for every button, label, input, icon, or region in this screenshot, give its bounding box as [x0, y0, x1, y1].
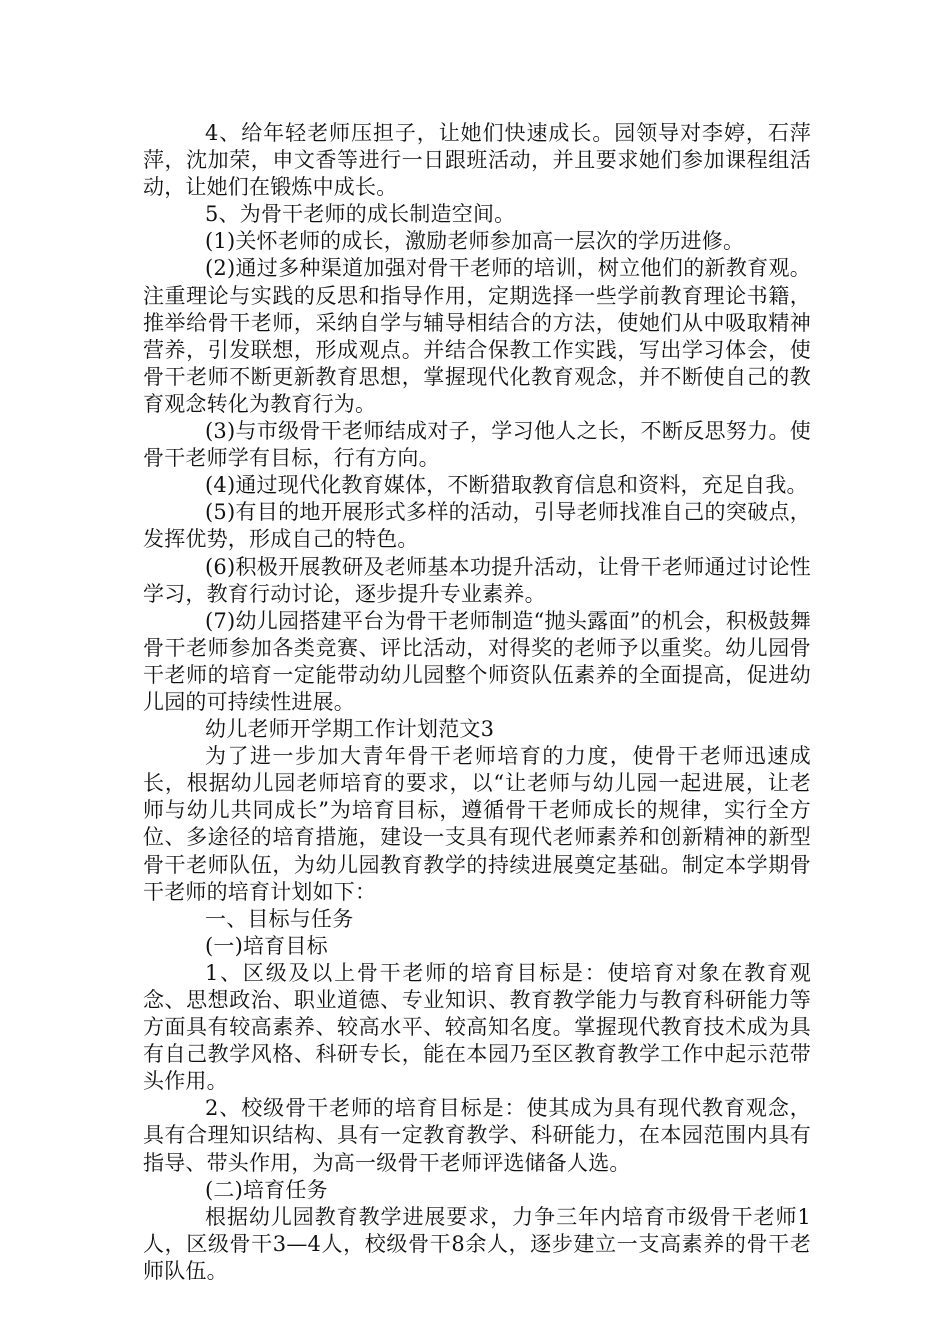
- paragraph: (1)关怀老师的成长，激励老师参加高一层次的学历进修。: [205, 229, 745, 254]
- paragraph: (6)积极开展教研及老师基本功提升活动，让骨干老师通过讨论性学习，教育行动讨论，逐步提升专业素养。: [143, 554, 811, 606]
- paragraph: 5、为骨干老师的成长制造空间。: [205, 202, 516, 227]
- section-heading: (一)培育目标: [205, 933, 328, 958]
- paragraph: 为了进一步加大青年骨干老师培育的力度，使骨干老师迅速成长，根据幼儿园老师培育的要求，以“让老师与幼儿园一起进展，让老师与幼儿共同成长”为培育目标，遵循骨干老师成长的规律，实行全方位、多途径的培育措施，建设一支具有现代老师素养和创新精神的新型骨干老师队伍，为幼儿园教育教学的持续进展奠定基础。制定本学期骨干老师的培育计划如下：: [143, 744, 811, 904]
- paragraph: 2、校级骨干老师的培育目标是：使其成为具有现代教育观念，具有合理知识结构、具有一定教育教学、科研能力，在本园范围内具有指导、带头作用，为高一级骨干老师评选储备人选。: [143, 1096, 811, 1175]
- paragraph: (2)通过多种渠道加强对骨干老师的培训，树立他们的新教育观。注重理论与实践的反思和指导作用，定期选择一些学前教育理论书籍，推举给骨干老师，采纳自学与辅导相结合的方法，使她们从中吸取精神营养，引发联想，形成观点。并结合保教工作实践，写出学习体会，使骨干老师不断更新教育思想，掌握现代化教育观念，并不断使自己的教育观念转化为教育行为。: [143, 256, 811, 416]
- paragraph: 1、区级及以上骨干老师的培育目标是：使培育对象在教育观念、思想政治、职业道德、专业知识、教育教学能力与教育科研能力等方面具有较高素养、较高水平、较高知名度。掌握现代教育技术成为具有自己教学风格、科研专长，能在本园乃至区教育教学工作中起示范带头作用。: [143, 960, 811, 1094]
- paragraph: (3)与市级骨干老师结成对子，学习他人之长，不断反思努力。使骨干老师学有目标，行有方向。: [143, 419, 811, 471]
- section-heading: (二)培育任务: [205, 1177, 328, 1202]
- document-body: [143, 120, 811, 1285]
- paragraph: 4、给年轻老师压担子，让她们快速成长。园领导对李婷，石萍萍，沈加荣，申文香等进行一日跟班活动，并且要求她们参加课程组活动，让她们在锻炼中成长。: [143, 121, 811, 200]
- paragraph: 根据幼儿园教育教学进展要求，力争三年内培育市级骨干老师1人，区级骨干3—4人，校级骨干8余人，逐步建立一支高素养的骨干老师队伍。: [143, 1204, 811, 1283]
- paragraph: (7)幼儿园搭建平台为骨干老师制造“抛头露面”的机会，积极鼓舞骨干老师参加各类竞赛、评比活动，对得奖的老师予以重奖。幼儿园骨干老师的培育一定能带动幼儿园整个师资队伍素养的全面提高，促进幼儿园的可持续性进展。: [143, 608, 811, 714]
- section-heading: 一、目标与任务: [205, 906, 354, 931]
- paragraph: (5)有目的地开展形式多样的活动，引导老师找准自己的突破点，发挥优势，形成自己的特色。: [143, 500, 811, 552]
- paragraph: (4)通过现代化教育媒体，不断猎取教育信息和资料，充足自我。: [205, 473, 808, 498]
- section-heading: 幼儿老师开学期工作计划范文3: [205, 717, 495, 742]
